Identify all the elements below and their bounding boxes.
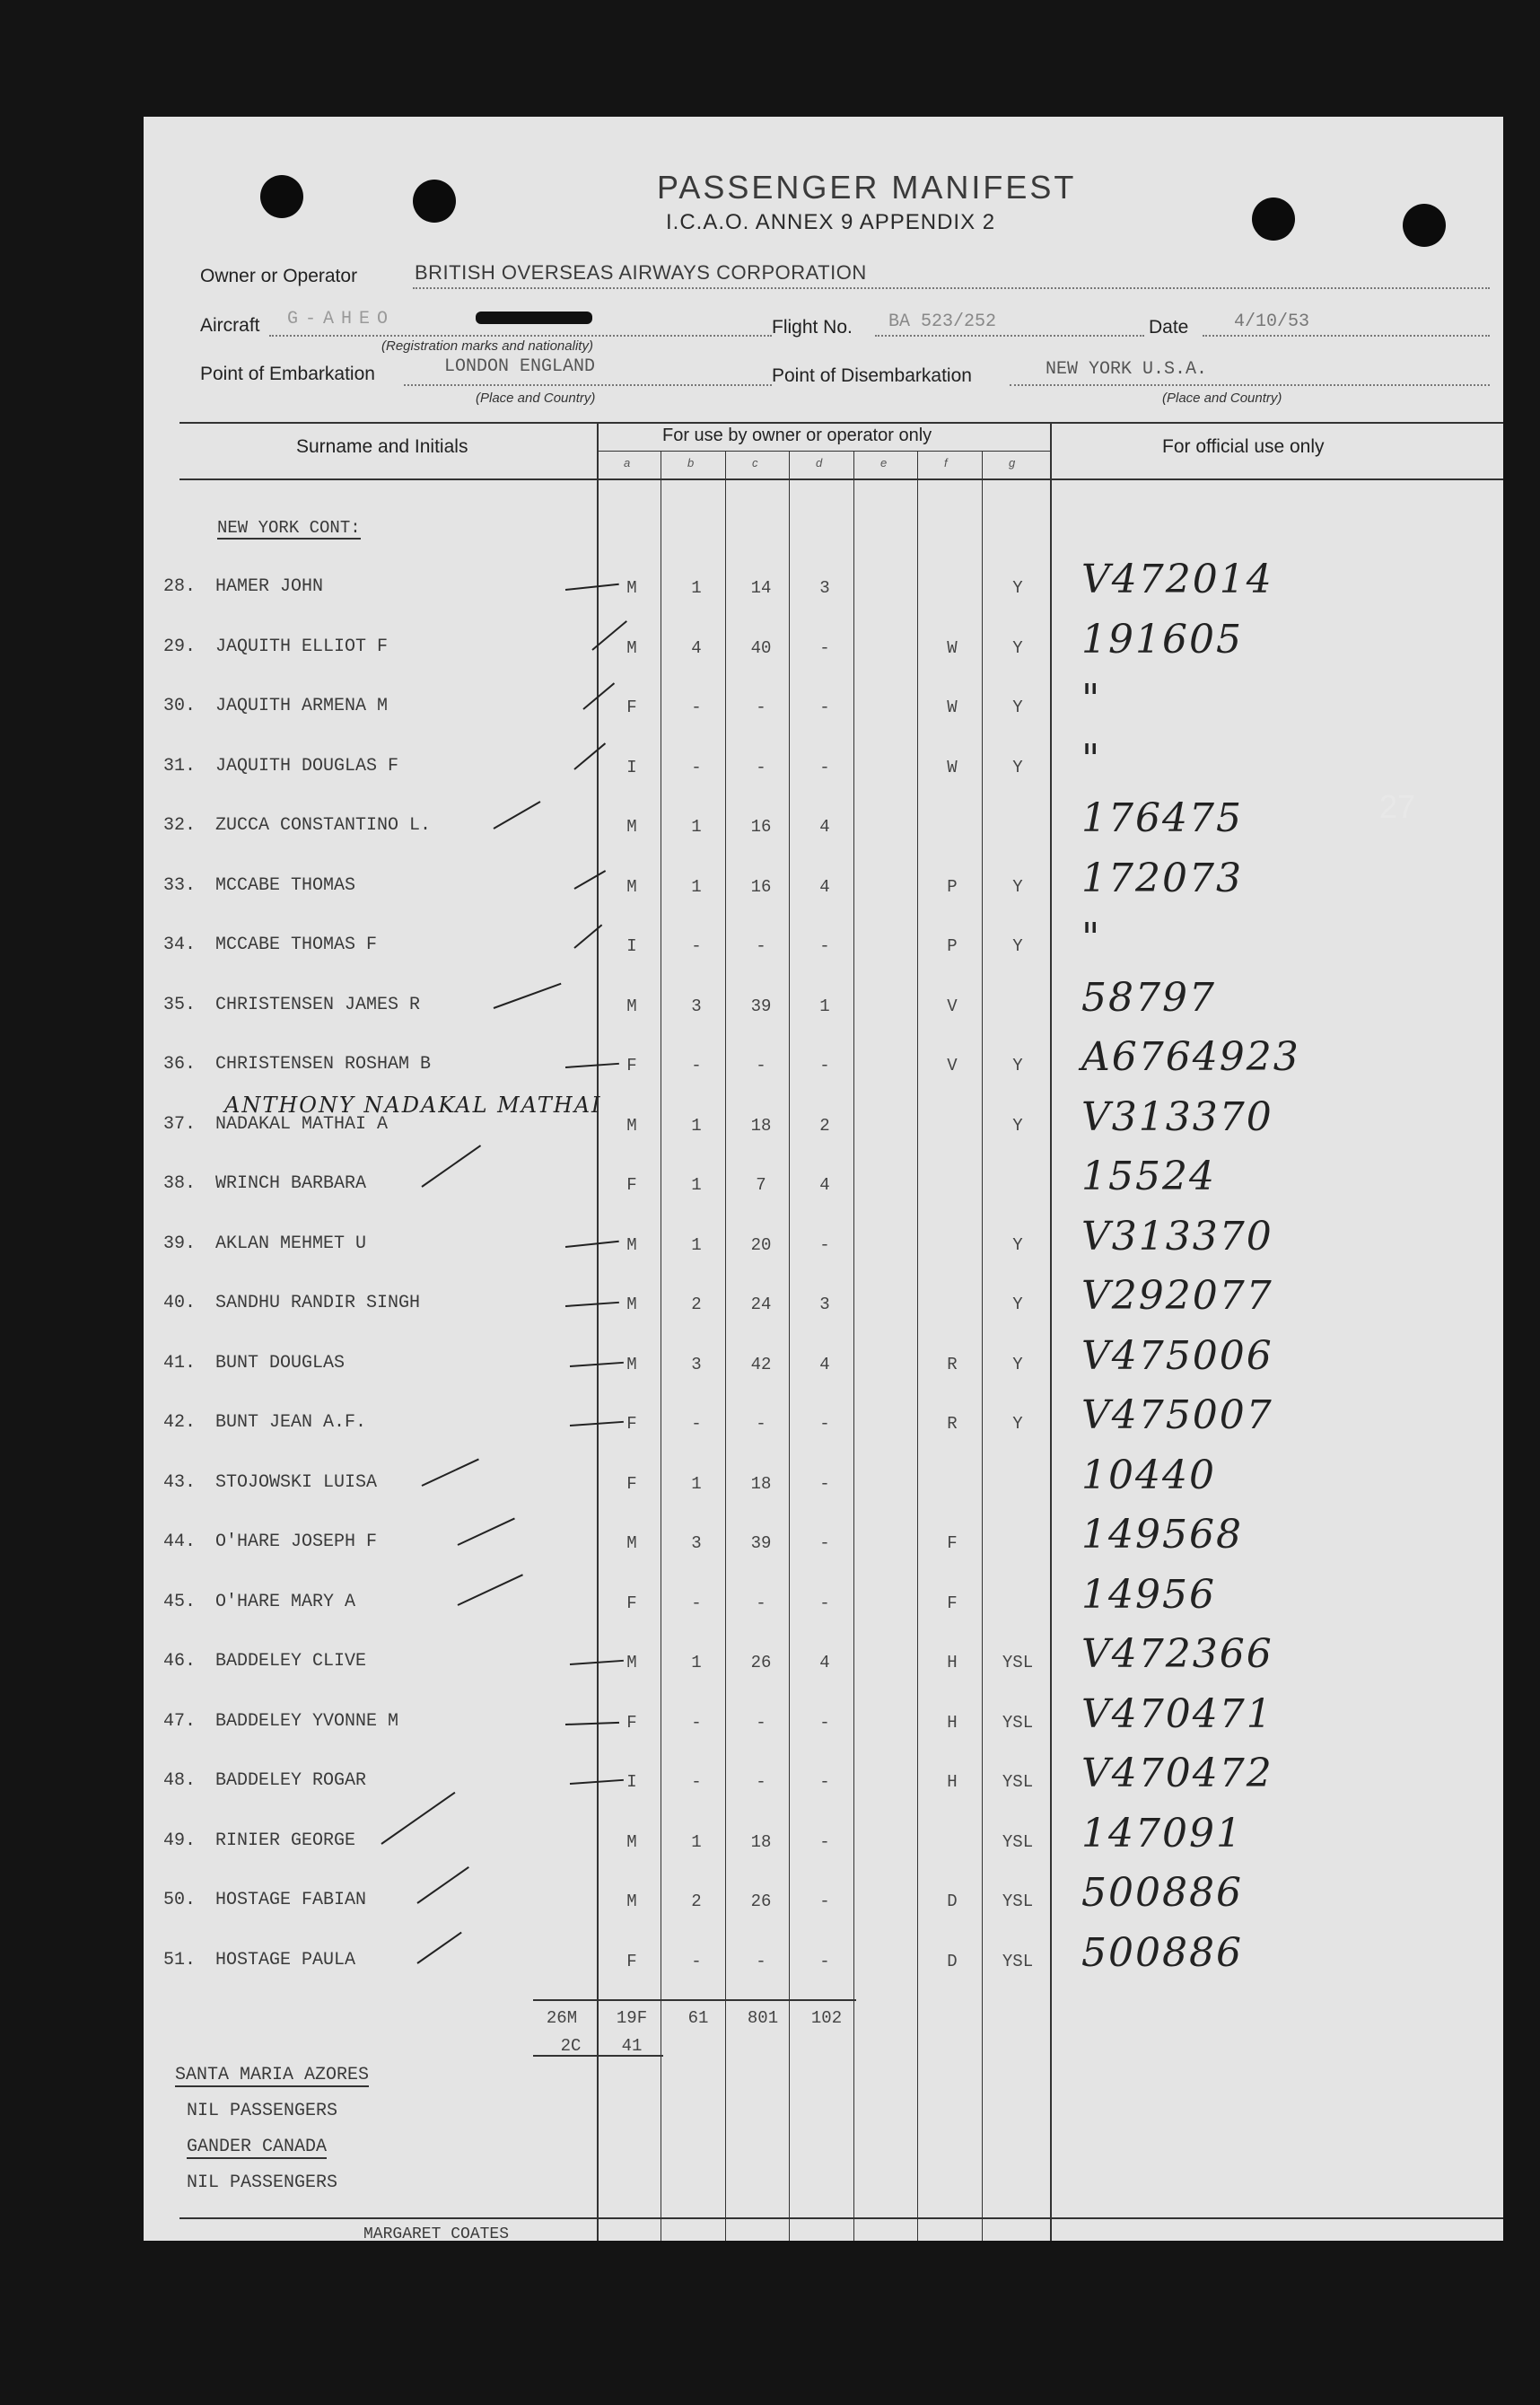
column-divider <box>1050 422 1052 2241</box>
flight-value: BA 523/252 <box>888 312 997 332</box>
cell-d: 2 <box>819 1115 830 1136</box>
row-number: 43. <box>163 1471 197 1493</box>
table-header-rule <box>179 478 1503 480</box>
cell-d: 1 <box>819 996 830 1016</box>
official-number: V470472 <box>1081 1751 1273 1796</box>
cell-d: - <box>819 1593 830 1613</box>
cell-d: - <box>819 757 830 777</box>
passenger-name: NADAKAL MATHAI A <box>215 1113 389 1135</box>
cell-a: F <box>626 1593 637 1613</box>
place-note-left: (Place and Country) <box>476 391 596 406</box>
cell-c: 16 <box>750 817 772 837</box>
subcolumn-header-e: e <box>880 456 888 470</box>
cell-a: M <box>626 1354 637 1374</box>
check-mark-icon <box>574 870 607 890</box>
aircraft-value: G-AHEO <box>287 309 396 329</box>
passenger-name: RINIER GEORGE <box>215 1830 356 1851</box>
row-number: 42. <box>163 1412 197 1433</box>
cell-a: M <box>626 1115 637 1136</box>
cell-f: H <box>947 1772 958 1792</box>
cell-b: 1 <box>691 1234 702 1255</box>
cell-a: F <box>626 1414 637 1434</box>
cell-a: M <box>626 1653 637 1672</box>
row-number: 38. <box>163 1173 197 1194</box>
embarkation-label: Point of Embarkation <box>200 364 375 384</box>
cell-c: - <box>756 1951 766 1971</box>
cell-a: M <box>626 996 637 1016</box>
official-column-header: For official use only <box>1162 436 1325 457</box>
cell-b: 1 <box>691 876 702 897</box>
cell-a: F <box>626 698 637 717</box>
cell-g: Y <box>1012 936 1023 956</box>
punch-hole-icon <box>1252 197 1295 241</box>
cell-a: M <box>626 1892 637 1911</box>
passenger-name: CHRISTENSEN ROSHAM B <box>215 1054 432 1075</box>
cell-a: M <box>626 578 637 598</box>
cell-a: F <box>626 1056 637 1075</box>
cell-g: YSL <box>1002 1712 1034 1733</box>
cell-d: 4 <box>819 876 830 897</box>
cell-c: - <box>756 1414 766 1434</box>
subcolumn-header-a: a <box>624 456 631 470</box>
manifest-subtitle: I.C.A.O. ANNEX 9 APPENDIX 2 <box>666 210 996 234</box>
official-number: 58797 <box>1081 974 1216 1021</box>
cell-f: W <box>947 698 958 717</box>
row-number: 41. <box>163 1352 197 1374</box>
total-cell: 801 <box>747 2008 779 2028</box>
passenger-name: HOSTAGE PAULA <box>215 1949 356 1971</box>
stopover-line: GANDER CANADA <box>187 2137 328 2157</box>
passenger-name: STOJOWSKI LUISA <box>215 1471 378 1493</box>
cell-d: - <box>819 1772 830 1792</box>
check-mark-icon <box>416 1866 468 1904</box>
cell-f: D <box>947 1892 958 1911</box>
cell-g: YSL <box>1002 1653 1034 1672</box>
total-cell: 102 <box>810 2008 843 2028</box>
owner-value: BRITISH OVERSEAS AIRWAYS CORPORATION <box>415 261 867 284</box>
official-number: 10440 <box>1081 1452 1216 1498</box>
cell-d: - <box>819 698 830 717</box>
total-cell: 2C <box>560 2036 582 2056</box>
cell-g: YSL <box>1002 1892 1034 1911</box>
registration-note: (Registration marks and nationality) <box>381 338 593 354</box>
owner-label: Owner or Operator <box>200 266 358 286</box>
row-number: 32. <box>163 815 197 836</box>
row-number: 29. <box>163 636 197 657</box>
handwritten-name-annotation: ANTHONY NADAKAL MATHAI <box>224 1093 602 1118</box>
cell-g: YSL <box>1002 1772 1034 1792</box>
cell-f: H <box>947 1712 958 1733</box>
signatory-name: MARGARET COATES <box>363 2225 510 2241</box>
cell-b: 1 <box>691 1115 702 1136</box>
passenger-name: JAQUITH ARMENA M <box>215 696 389 716</box>
row-number: 46. <box>163 1651 197 1672</box>
cell-d: - <box>819 1414 830 1434</box>
total-cell: 41 <box>621 2036 643 2056</box>
cell-b: - <box>691 1593 702 1613</box>
passenger-name: WRINCH BARBARA <box>215 1173 367 1194</box>
row-number: 34. <box>163 935 197 955</box>
check-mark-icon <box>494 982 562 1008</box>
official-number: 15524 <box>1081 1154 1216 1199</box>
cell-g: Y <box>1012 1354 1023 1374</box>
official-number: 191605 <box>1081 616 1243 663</box>
cell-g: Y <box>1012 1414 1023 1434</box>
cell-d: - <box>819 1533 830 1553</box>
stopover-line: NIL PASSENGERS <box>187 2172 338 2193</box>
check-mark-icon <box>422 1458 479 1486</box>
passenger-name: CHRISTENSEN JAMES R <box>215 994 421 1015</box>
cell-b: - <box>691 1951 702 1971</box>
cell-c: 14 <box>750 578 772 598</box>
section-label: NEW YORK CONT: <box>217 518 361 538</box>
cell-d: 4 <box>819 817 830 837</box>
cell-a: M <box>626 1234 637 1255</box>
cell-c: - <box>756 936 766 956</box>
total-cell: 26M <box>546 2008 578 2028</box>
cell-b: 3 <box>691 1533 702 1553</box>
cell-d: - <box>819 1951 830 1971</box>
cell-c: 39 <box>750 1533 772 1553</box>
check-mark-icon <box>573 742 606 769</box>
cell-b: 3 <box>691 996 702 1016</box>
embarkation-value: LONDON ENGLAND <box>444 356 596 377</box>
cell-a: F <box>626 1951 637 1971</box>
passenger-name: BADDELEY CLIVE <box>215 1651 367 1672</box>
surname-column-header: Surname and Initials <box>296 436 468 457</box>
subcolumn-header-d: d <box>816 456 823 470</box>
official-number: V475006 <box>1081 1332 1273 1379</box>
cell-a: M <box>626 876 637 897</box>
cell-d: - <box>819 1234 830 1255</box>
official-number: 149568 <box>1081 1512 1243 1558</box>
check-mark-icon <box>381 1791 455 1844</box>
totals-rule <box>533 1999 856 2001</box>
passenger-name: HAMER JOHN <box>215 576 324 597</box>
cell-d: 4 <box>819 1653 830 1672</box>
passenger-name: O'HARE MARY A <box>215 1591 356 1612</box>
row-number: 47. <box>163 1710 197 1732</box>
cell-b: 3 <box>691 1354 702 1374</box>
passenger-name: BUNT JEAN A.F. <box>215 1412 367 1433</box>
row-number: 36. <box>163 1054 197 1075</box>
cell-c: 39 <box>750 996 772 1016</box>
passenger-name: AKLAN MEHMET U <box>215 1233 367 1254</box>
punch-hole-icon <box>413 180 456 223</box>
cell-d: - <box>819 1712 830 1733</box>
passenger-name: MCCABE THOMAS <box>215 874 356 896</box>
check-mark-icon <box>416 1931 461 1963</box>
cell-b: - <box>691 936 702 956</box>
cell-a: M <box>626 1295 637 1314</box>
subcolumn-header-c: c <box>752 456 758 470</box>
cell-b: - <box>691 1056 702 1075</box>
cell-c: 16 <box>750 876 772 897</box>
cell-a: M <box>626 817 637 837</box>
official-number: V313370 <box>1081 1213 1273 1260</box>
row-number: 45. <box>163 1591 197 1612</box>
cell-b: 1 <box>691 578 702 598</box>
cell-c: - <box>756 1772 766 1792</box>
row-number: 44. <box>163 1532 197 1552</box>
cell-c: 40 <box>750 637 772 658</box>
subcolumn-header-g: g <box>1009 456 1016 470</box>
official-number: V472366 <box>1081 1631 1273 1677</box>
cell-f: V <box>947 996 958 1016</box>
cell-b: 1 <box>691 1831 702 1852</box>
cell-b: - <box>691 1414 702 1434</box>
cell-d: 4 <box>819 1175 830 1195</box>
row-number: 30. <box>163 696 197 716</box>
cell-c: - <box>756 1593 766 1613</box>
cell-b: 1 <box>691 1473 702 1494</box>
row-number: 50. <box>163 1890 197 1910</box>
manifest-title: PASSENGER MANIFEST <box>657 169 1077 206</box>
cell-c: 26 <box>750 1653 772 1672</box>
cell-a: M <box>626 637 637 658</box>
subcolumn-header-f: f <box>944 456 948 470</box>
cell-g: Y <box>1012 698 1023 717</box>
cell-f: R <box>947 1354 958 1374</box>
cell-a: I <box>626 1772 637 1792</box>
cell-c: 24 <box>750 1295 772 1314</box>
passenger-name: BUNT DOUGLAS <box>215 1352 346 1374</box>
cell-d: - <box>819 637 830 658</box>
cell-a: M <box>626 1831 637 1852</box>
cell-c: 7 <box>756 1175 766 1195</box>
row-number: 31. <box>163 755 197 777</box>
cell-f: H <box>947 1653 958 1672</box>
row-number: 28. <box>163 576 197 597</box>
cell-d: - <box>819 1056 830 1075</box>
bottom-rule <box>179 2217 1503 2219</box>
cell-g: Y <box>1012 1056 1023 1075</box>
cell-c: - <box>756 1056 766 1075</box>
cell-d: - <box>819 936 830 956</box>
row-number: 33. <box>163 874 197 896</box>
check-mark-icon <box>421 1145 481 1188</box>
disembarkation-label: Point of Disembarkation <box>772 365 972 386</box>
disembarkation-value: NEW YORK U.S.A. <box>1046 359 1208 380</box>
cell-d: 3 <box>819 1295 830 1314</box>
row-number: 35. <box>163 994 197 1015</box>
cell-f: P <box>947 936 958 956</box>
cell-g: Y <box>1012 757 1023 777</box>
cell-b: 1 <box>691 1175 702 1195</box>
cell-b: 1 <box>691 817 702 837</box>
official-number: V292077 <box>1081 1273 1273 1319</box>
official-number: 176475 <box>1081 795 1243 841</box>
official-number: " <box>1081 676 1102 722</box>
cell-f: R <box>947 1414 958 1434</box>
cell-g: Y <box>1012 1295 1023 1314</box>
cell-g: Y <box>1012 1115 1023 1136</box>
cell-a: F <box>626 1473 637 1494</box>
row-number: 40. <box>163 1293 197 1313</box>
check-mark-icon <box>458 1574 523 1606</box>
cell-a: F <box>626 1175 637 1195</box>
check-mark-icon <box>494 801 541 829</box>
official-number: 14956 <box>1081 1571 1216 1618</box>
cell-f: P <box>947 876 958 897</box>
cell-a: F <box>626 1712 637 1733</box>
cell-c: 18 <box>750 1115 772 1136</box>
cell-g: YSL <box>1002 1831 1034 1852</box>
cell-b: 2 <box>691 1295 702 1314</box>
passenger-name: JAQUITH ELLIOT F <box>215 636 389 657</box>
cell-d: - <box>819 1831 830 1852</box>
cell-b: - <box>691 1772 702 1792</box>
passenger-name: HOSTAGE FABIAN <box>215 1890 367 1910</box>
date-label: Date <box>1149 317 1189 338</box>
official-number: V475007 <box>1081 1392 1273 1438</box>
cell-f: F <box>947 1533 958 1553</box>
official-number: V470471 <box>1081 1690 1273 1737</box>
aircraft-label: Aircraft <box>200 315 260 336</box>
official-number: V472014 <box>1081 557 1273 602</box>
cell-c: - <box>756 757 766 777</box>
cell-d: 4 <box>819 1354 830 1374</box>
manifest-sheet <box>144 117 1503 2241</box>
cell-d: - <box>819 1892 830 1911</box>
cell-c: - <box>756 1712 766 1733</box>
cell-c: 42 <box>750 1354 772 1374</box>
stopover-line: NIL PASSENGERS <box>187 2101 338 2121</box>
official-number: 172073 <box>1081 855 1243 901</box>
row-number: 49. <box>163 1830 197 1851</box>
cell-c: - <box>756 698 766 717</box>
cell-f: W <box>947 637 958 658</box>
cell-g: Y <box>1012 876 1023 897</box>
row-number: 48. <box>163 1770 197 1791</box>
cell-f: W <box>947 757 958 777</box>
ink-redaction <box>476 312 592 324</box>
passenger-name: ZUCCA CONSTANTINO L. <box>215 815 432 836</box>
check-mark-icon <box>458 1518 515 1546</box>
cell-f: F <box>947 1593 958 1613</box>
operator-column-header: For use by owner or operator only <box>662 426 932 445</box>
official-number: " <box>1081 915 1102 961</box>
cell-b: 4 <box>691 637 702 658</box>
page-number: 27 <box>1379 788 1416 825</box>
cell-c: 20 <box>750 1234 772 1255</box>
flight-label: Flight No. <box>772 317 853 338</box>
stopover-line: SANTA MARIA AZORES <box>175 2065 370 2085</box>
passenger-name: SANDHU RANDIR SINGH <box>215 1293 421 1313</box>
official-number: 147091 <box>1081 1810 1243 1856</box>
cell-g: Y <box>1012 578 1023 598</box>
cell-b: - <box>691 757 702 777</box>
punch-hole-icon <box>1403 204 1446 247</box>
row-number: 51. <box>163 1949 197 1971</box>
cell-d: - <box>819 1473 830 1494</box>
official-number: 500886 <box>1081 1929 1243 1976</box>
passenger-name: BADDELEY ROGAR <box>215 1770 367 1791</box>
total-cell: 19F <box>616 2008 648 2028</box>
cell-c: 18 <box>750 1473 772 1494</box>
cell-g: Y <box>1012 1234 1023 1255</box>
row-number: 39. <box>163 1233 197 1254</box>
official-number: " <box>1081 735 1102 782</box>
date-value: 4/10/53 <box>1234 312 1310 332</box>
cell-d: 3 <box>819 578 830 598</box>
cell-a: I <box>626 936 637 956</box>
official-number: V313370 <box>1081 1093 1273 1140</box>
row-number: 37. <box>163 1113 197 1135</box>
official-number: A6764923 <box>1081 1034 1300 1080</box>
passenger-name: MCCABE THOMAS F <box>215 935 378 955</box>
cell-f: V <box>947 1056 958 1075</box>
total-cell: 61 <box>687 2008 709 2028</box>
subcolumn-header-b: b <box>687 456 695 470</box>
cell-f: D <box>947 1951 958 1971</box>
cell-g: Y <box>1012 637 1023 658</box>
cell-b: 1 <box>691 1653 702 1672</box>
passenger-name: JAQUITH DOUGLAS F <box>215 755 399 777</box>
passenger-name: O'HARE JOSEPH F <box>215 1532 378 1552</box>
cell-a: I <box>626 757 637 777</box>
cell-c: 18 <box>750 1831 772 1852</box>
cell-g: YSL <box>1002 1951 1034 1971</box>
table-top-rule <box>179 422 1503 424</box>
cell-b: - <box>691 1712 702 1733</box>
cell-a: M <box>626 1533 637 1553</box>
cell-b: - <box>691 698 702 717</box>
official-number: 500886 <box>1081 1870 1243 1916</box>
punch-hole-icon <box>260 175 303 218</box>
place-note-right: (Place and Country) <box>1162 391 1282 406</box>
cell-c: 26 <box>750 1892 772 1911</box>
passenger-name: BADDELEY YVONNE M <box>215 1710 399 1732</box>
cell-b: 2 <box>691 1892 702 1911</box>
